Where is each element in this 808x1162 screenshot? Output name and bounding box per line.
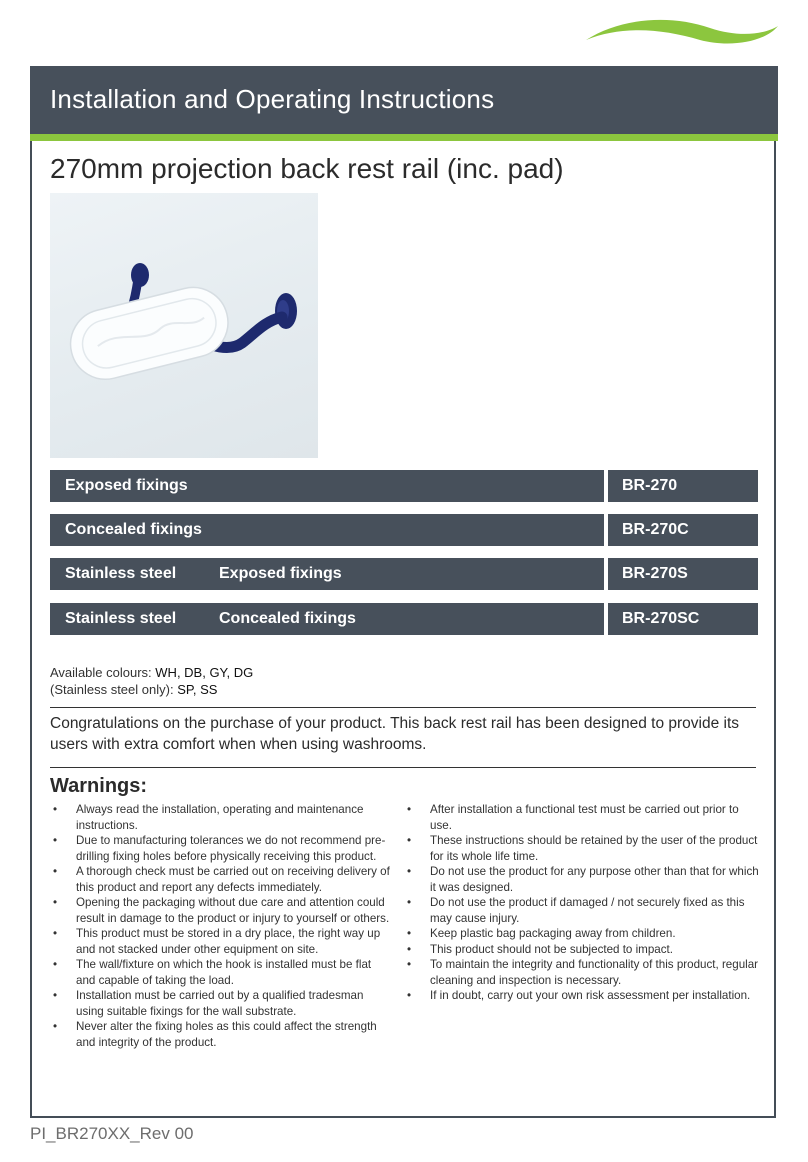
warning-item: • Do not use the product if damaged / not securely fixed as this may cause injury. [404,895,760,926]
variant-code: BR-270SC [608,603,758,635]
document-reference: PI_BR270XX_Rev 00 [30,1124,194,1143]
warnings-list-right [404,802,760,1004]
colours-label: Available colours: [50,665,152,680]
warnings-list-left [50,802,392,1050]
variant-row-concealed [50,514,604,546]
warning-item: • This product should not be subjected to impact. [404,942,760,958]
back-rest-rail-image [50,193,318,458]
available-colours [50,664,253,698]
variant-code: BR-270S [608,558,758,590]
warning-item: • This product must be stored in a dry place, the right way up and not stacked under other equipment on site. [50,926,392,957]
variant-code: BR-270C [608,514,758,546]
warning-item: • Never alter the fixing holes as this could affect the strength and integrity of the product. [50,1019,392,1050]
stainless-colours-label: (Stainless steel only): [50,682,174,697]
intro-text: Congratulations on the purchase of your product. This back rest rail has been designed to provide its users with extra comfort when when using washrooms. [50,715,740,753]
divider [50,767,756,768]
warning-item: • Do not use the product for any purpose other than that for which it was designed. [404,864,760,895]
warning-item: • Always read the installation, operating and maintenance instructions. [50,802,392,833]
warning-item: • After installation a functional test must be carried out prior to use. [404,802,760,833]
warning-item: • Opening the packaging without due care and attention could result in damage to the product or injury to yourself or others. [50,895,392,926]
warning-item: • The wall/fixture on which the hook is installed must be flat and capable of taking the load. [50,957,392,988]
variant-label: Concealed fixings [65,521,202,538]
warning-item: • To maintain the integrity and functionality of this product, regular cleaning and inspection is necessary. [404,957,760,988]
variant-code: BR-270 [608,470,758,502]
variant-label: Stainless steel [65,565,177,582]
brand-swoosh-logo [580,14,780,54]
variant-sublabel: Exposed fixings [219,565,342,582]
page-header [30,66,778,141]
variant-row-stainless-concealed [50,603,604,635]
product-photo [50,193,318,458]
variant-sublabel: Concealed fixings [219,610,356,627]
warning-item: • If in doubt, carry out your own risk assessment per installation. [404,988,760,1004]
variant-row-exposed [50,470,604,502]
product-title: 270mm projection back rest rail (inc. pad) [50,153,564,184]
warnings-title: Warnings: [50,775,148,797]
variant-label: Stainless steel [65,610,177,627]
divider [50,707,756,708]
colours-value: WH, DB, GY, DG [155,665,254,680]
warning-item: • A thorough check must be carried out on receiving delivery of this product and report any defects immediately. [50,864,392,895]
warning-item: • Keep plastic bag packaging away from children. [404,926,760,942]
warning-item: • Due to manufacturing tolerances we do not recommend pre-drilling fixing holes before physically receiving this product. [50,833,392,864]
warning-item: • These instructions should be retained by the user of the product for its whole life time. [404,833,760,864]
header-title: Installation and Operating Instructions [50,84,495,114]
warning-item: • Installation must be carried out by a qualified tradesman using suitable fixings for the wall substrate. [50,988,392,1019]
stainless-colours-value: SP, SS [177,682,218,697]
variant-label: Exposed fixings [65,477,188,494]
variant-row-stainless-exposed [50,558,604,590]
